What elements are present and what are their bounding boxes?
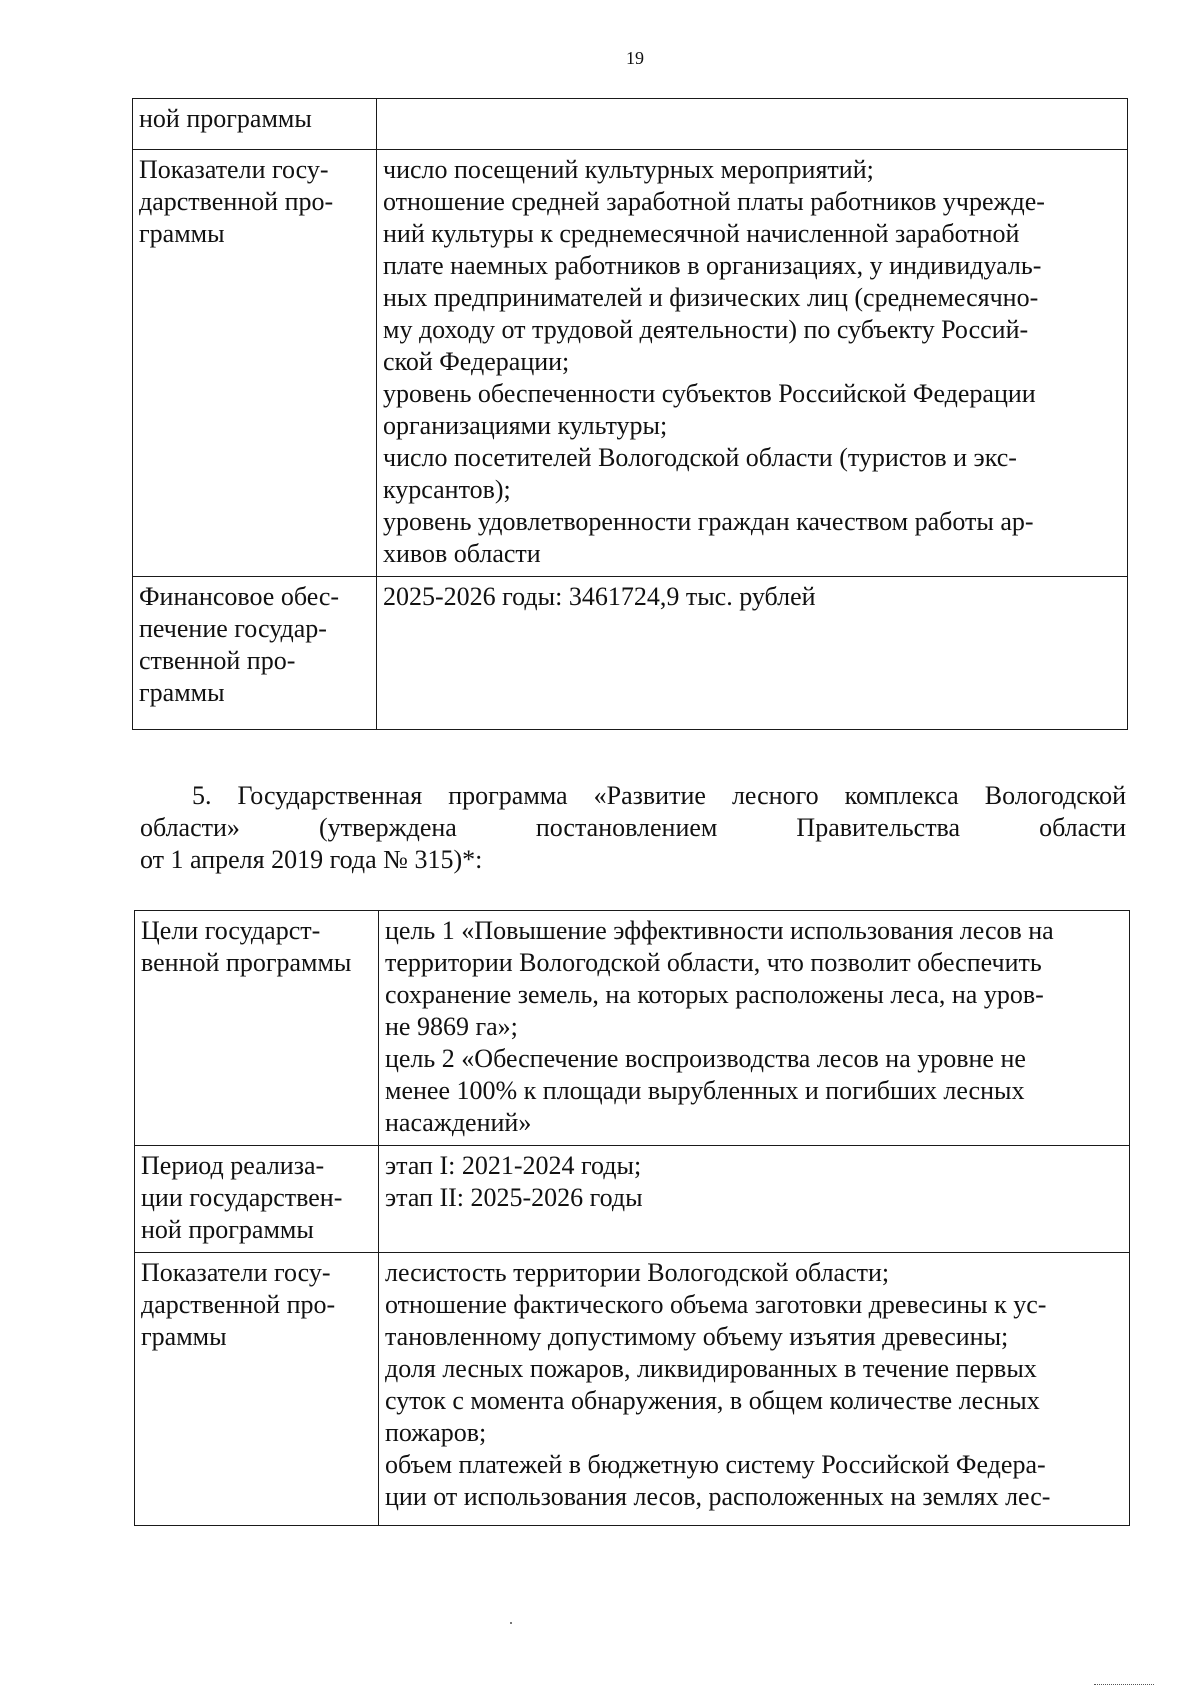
row-label-goals: Цели государст- венной программы	[135, 911, 379, 1146]
table-row	[135, 911, 1130, 1146]
row-value-funding: 2025-2026 годы: 3461724,9 тыс. рублей	[377, 577, 1128, 730]
row-value-indicators: лесистость территории Вологодской области; отношение фактического объема заготовки древесины к ус- тановленному допустимому объему изъятия древесины; доля лесных пожаров, ликвидированных в течение первых суток с момента обнаружения, в общем количестве лесных пожаров; объем платежей в бюджетную систему Российской Федера- ции от использования лесов, расположенных на землях лес-	[379, 1253, 1130, 1526]
section-5-line-3: от 1 апреля 2019 года № 315)*:	[140, 845, 483, 874]
table-row	[133, 577, 1128, 730]
row-label-funding: Финансовое обес- печение государ- ственной про- граммы	[133, 577, 377, 730]
row-label-indicators: Показатели госу- дарственной про- граммы	[133, 150, 377, 577]
table-row	[133, 99, 1128, 150]
section-5-line-2: области» (утверждена постановлением Правительства области	[140, 813, 1126, 842]
table-row	[135, 1146, 1130, 1253]
passport-table-forestry-program	[134, 910, 1130, 1526]
passport-table-culture-program	[132, 98, 1128, 730]
row-value-indicators: число посещений культурных мероприятий; отношение средней заработной платы работников учрежде- ний культуры к среднемесячной начисленной заработной плате наемных работников в организациях, у индивидуаль- ных предпринимателей и физических лиц (среднемесячно- му доходу от трудовой деятельности) по субъекту Россий- ской Федерации; уровень обеспеченности субъектов Российской Федерации организациями культуры; число посетителей Вологодской области (туристов и экс- курсантов); уровень удовлетворенности граждан качеством работы ар- хивов области	[377, 150, 1128, 577]
page-number: 19	[626, 48, 644, 68]
row-value-period: этап I: 2021-2024 годы; этап II: 2025-2026 годы	[379, 1146, 1130, 1253]
scan-artifact-corner-mark	[1094, 1684, 1154, 1693]
row-value-program-name-continued	[377, 99, 1128, 150]
row-label-period: Период реализа- ции государствен- ной программы	[135, 1146, 379, 1253]
row-label-indicators: Показатели госу- дарственной про- граммы	[135, 1253, 379, 1526]
row-label-program-name-continued: ной программы	[133, 99, 377, 150]
table-row	[135, 1253, 1130, 1526]
section-5-line-1: 5. Государственная программа «Развитие лесного комплекса Вологодской	[192, 781, 1126, 810]
section-5-heading	[140, 780, 1126, 876]
table-row	[133, 150, 1128, 577]
row-value-goals: цель 1 «Повышение эффективности использования лесов на территории Вологодской области, что позволит обеспечить сохранение земель, на которых расположены леса, на уров- не 9869 га»; цель 2 «Обеспечение воспроизводства лесов на уровне не менее 100% к площади вырубленных и погибших лесных насаждений»	[379, 911, 1130, 1146]
scan-artifact-dot	[510, 1622, 512, 1624]
